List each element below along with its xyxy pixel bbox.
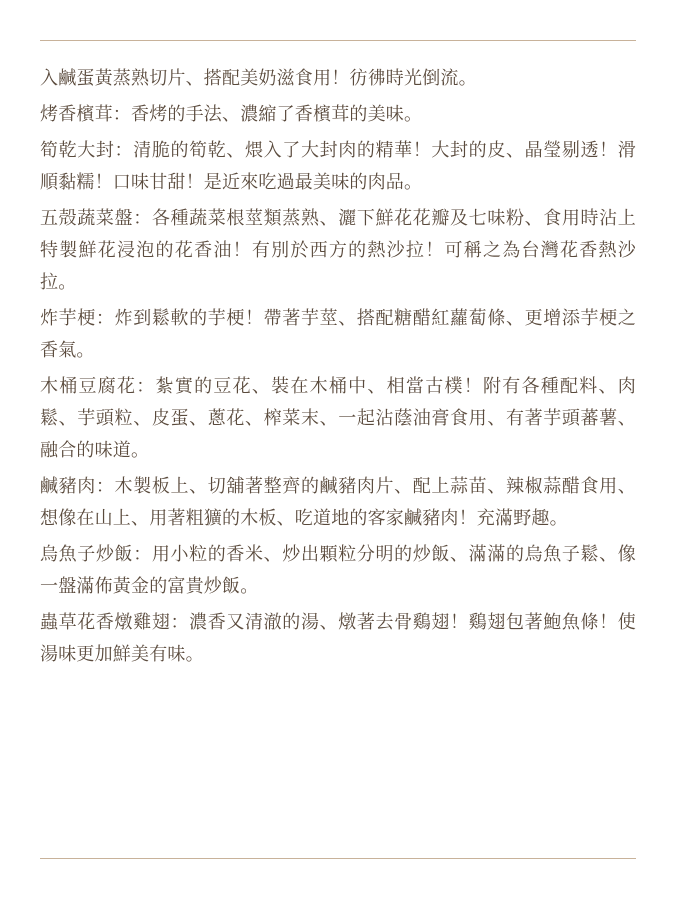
menu-description-list — [40, 63, 636, 675]
list-item: 烏魚子炒飯：用小粒的香米、炒出顆粒分明的炒飯、滿滿的烏魚子鬆、像一盤滿佈黃金的富貴炒飯。 — [40, 544, 636, 597]
list-item: 蟲草花香燉雞翅：濃香又清澈的湯、燉著去骨鷄翅！鷄翅包著鮑魚條！使湯味更加鮮美有味。 — [40, 612, 636, 665]
list-item: 筍乾大封：清脆的筍乾、煨入了大封肉的精華！大封的皮、晶瑩剔透！滑順黏糯！口味甘甜！是近來吃過最美味的肉品。 — [40, 140, 636, 193]
list-item: 入鹹蛋黃蒸熟切片、搭配美奶滋食用！彷彿時光倒流。 — [40, 68, 477, 89]
list-item: 烤香檳茸：香烤的手法、濃縮了香檳茸的美味。 — [40, 104, 423, 125]
list-item: 炸芋梗：炸到鬆軟的芋梗！帶著芋莖、搭配糖醋紅蘿蔔條、更增添芋梗之香氣。 — [40, 308, 636, 361]
list-item: 五殻蔬菜盤：各種蔬菜根莖類蒸熟、灑下鮮花花瓣及七味粉、食用時沾上特製鮮花浸泡的花香油！有別於西方的熱沙拉！可稱之為台灣花香熱沙拉。 — [40, 208, 636, 293]
bottom-divider — [40, 858, 636, 859]
top-divider — [40, 40, 636, 41]
list-item: 木桶豆腐花：紮實的豆花、裝在木桶中、相當古樸！附有各種配料、肉鬆、芋頭粒、皮蛋、蔥花、榨菜末、一起沾蔭油膏食用、有著芋頭蕃薯、融合的味道。 — [40, 376, 636, 461]
list-item: 鹹豬肉：木製板上、切舖著整齊的鹹豬肉片、配上蒜苗、辣椒蒜醋食用、想像在山上、用著粗獷的木板、吃道地的客家鹹豬肉！充滿野趣。 — [40, 476, 636, 529]
